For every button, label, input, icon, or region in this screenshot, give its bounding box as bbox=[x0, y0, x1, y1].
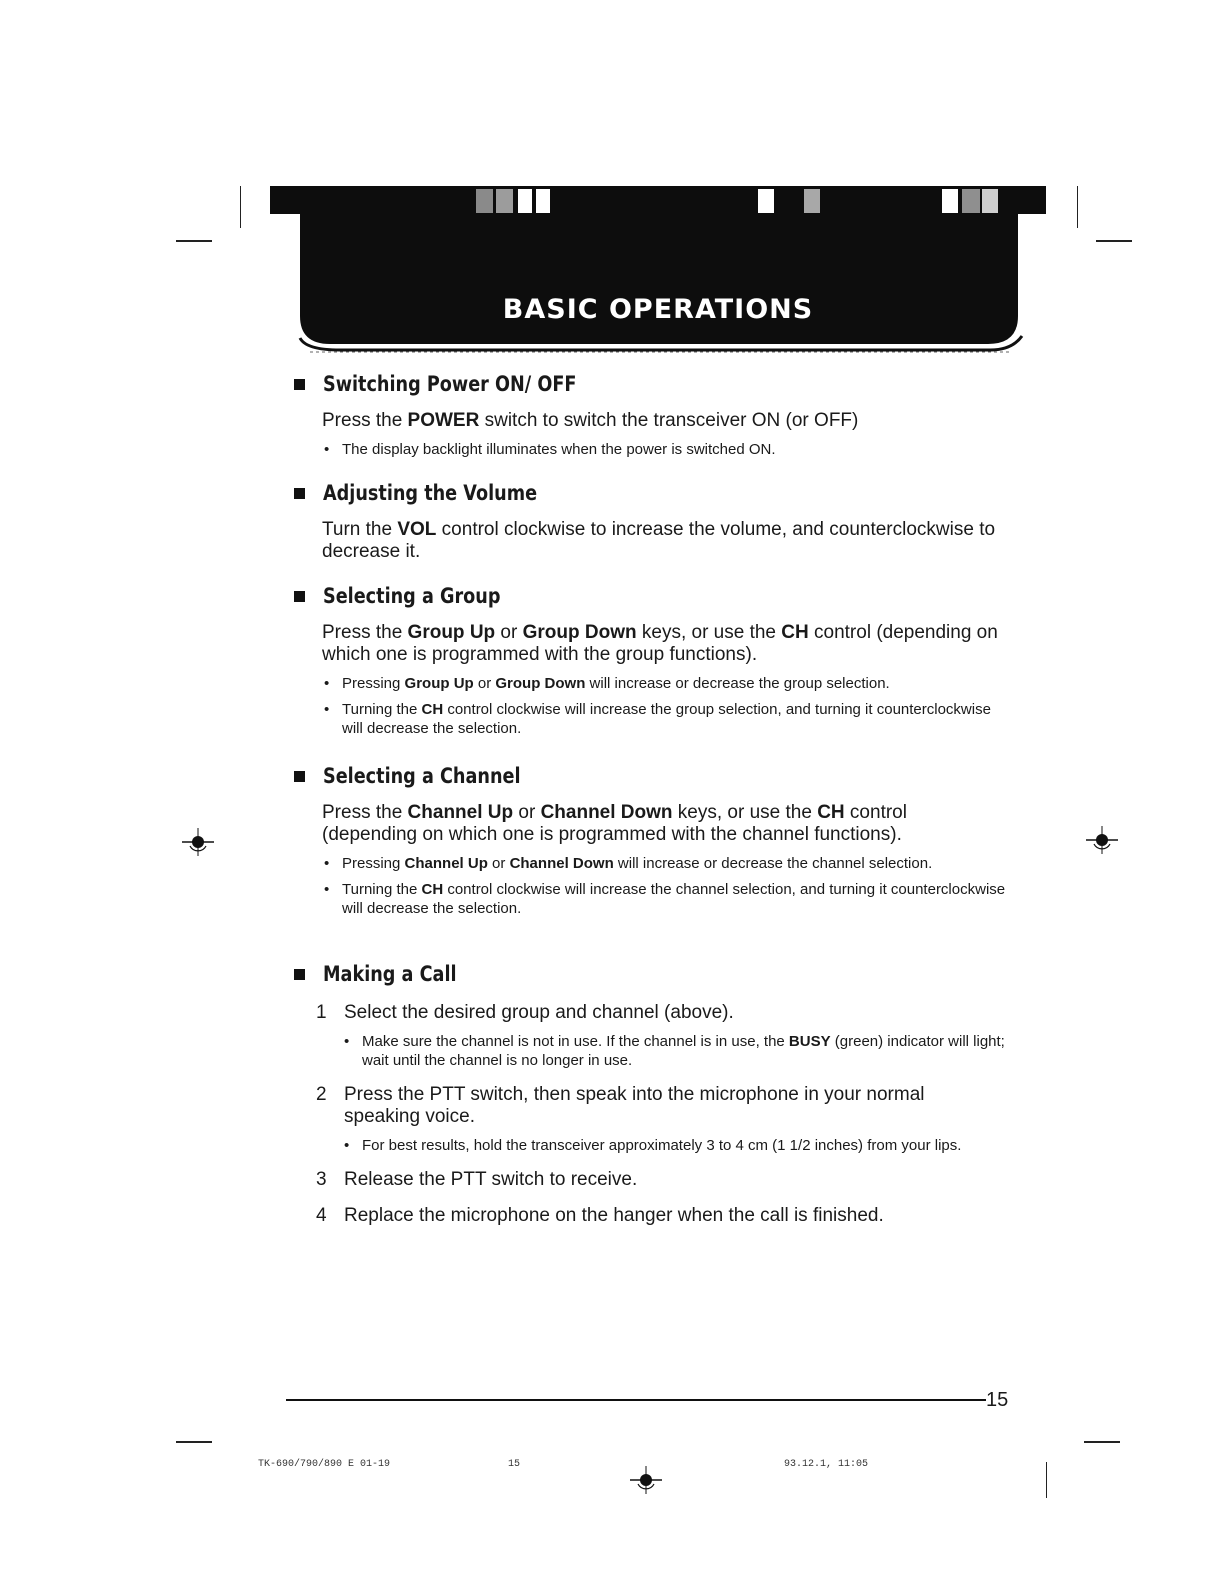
step-number: 4 bbox=[316, 1205, 327, 1226]
step-item: 3 Release the PTT switch to receive. bbox=[316, 1169, 638, 1190]
square-bullet-icon bbox=[294, 488, 305, 499]
crop-mark bbox=[1084, 1441, 1120, 1443]
chapter-header bbox=[270, 186, 1046, 354]
header-banner-shape bbox=[270, 186, 1046, 354]
section-making-a-call bbox=[294, 960, 1034, 1227]
crop-mark bbox=[1096, 240, 1132, 242]
registration-mark-icon bbox=[180, 824, 216, 860]
registration-mark-icon bbox=[628, 1462, 664, 1498]
section-volume bbox=[294, 479, 1034, 563]
section-group bbox=[294, 582, 1034, 745]
section-title: Making a Call bbox=[323, 962, 457, 986]
section-text: Press the Channel Up or Channel Down keys, or use the CH control (depending on which one is programmed with the channel functions). bbox=[322, 802, 907, 845]
chapter-title: BASIC OPERATIONS bbox=[502, 294, 814, 325]
page-number: 15 bbox=[986, 1389, 1009, 1411]
print-info-left: TK-690/790/890 E 01-19 bbox=[258, 1459, 391, 1470]
square-bullet-icon bbox=[294, 379, 305, 390]
step-number: 1 bbox=[316, 1002, 327, 1023]
section-title: Switching Power ON/ OFF bbox=[323, 372, 577, 396]
step-item: 1 Select the desired group and channel (above). bbox=[316, 1002, 734, 1023]
section-text: Press the Group Up or Group Down keys, or use the CH control (depending on which one is programmed with the group functions). bbox=[322, 622, 998, 665]
crop-mark bbox=[176, 240, 212, 242]
step-number: 2 bbox=[316, 1084, 327, 1105]
section-power bbox=[294, 370, 1034, 466]
bullet-note: • Make sure the channel is not in use. If the channel is in use, the BUSY (green) indicator will light; wait until the channel is no longer in use. bbox=[342, 1032, 1032, 1070]
registration-mark-icon bbox=[1084, 822, 1120, 858]
section-title: Adjusting the Volume bbox=[323, 481, 538, 505]
square-bullet-icon bbox=[294, 969, 305, 980]
square-bullet-icon bbox=[294, 771, 305, 782]
footer-rule bbox=[286, 1399, 986, 1401]
section-title: Selecting a Channel bbox=[323, 764, 521, 788]
bullet-note: • Turning the CH control clockwise will increase the group selection, and turning it counterclockwise will decrease the selection. bbox=[322, 700, 1002, 738]
crop-mark bbox=[240, 186, 241, 228]
section-title: Selecting a Group bbox=[323, 584, 501, 608]
square-bullet-icon bbox=[294, 591, 305, 602]
step-number: 3 bbox=[316, 1169, 327, 1190]
section-text: Turn the VOL control clockwise to increase the volume, and counterclockwise to decrease it. bbox=[322, 519, 996, 562]
bullet-note: • Turning the CH control clockwise will increase the channel selection, and turning it counterclockwise will decrease the selection. bbox=[322, 880, 1012, 918]
bullet-note: • Pressing Channel Up or Channel Down will increase or decrease the channel selection. bbox=[322, 854, 982, 873]
bullet-note: • For best results, hold the transceiver approximately 3 to 4 cm (1 1/2 inches) from your lips. bbox=[342, 1136, 1002, 1155]
section-channel bbox=[294, 762, 1034, 925]
step-item: 4 Replace the microphone on the hanger when the call is finished. bbox=[316, 1205, 884, 1226]
bullet-note: • Pressing Group Up or Group Down will increase or decrease the group selection. bbox=[322, 674, 1034, 693]
crop-mark bbox=[1077, 186, 1078, 228]
print-info-page: 15 bbox=[508, 1459, 521, 1470]
print-info-date: 93.12.1, 11:05 bbox=[784, 1459, 869, 1470]
crop-mark bbox=[1046, 1462, 1047, 1498]
section-text: Press the POWER switch to switch the transceiver ON (or OFF) bbox=[322, 410, 859, 431]
step-item: 2 Press the PTT switch, then speak into the microphone in your normal speaking voice. bbox=[316, 1084, 925, 1127]
crop-mark bbox=[176, 1441, 212, 1443]
bullet-note: • The display backlight illuminates when the power is switched ON. bbox=[322, 440, 1034, 459]
